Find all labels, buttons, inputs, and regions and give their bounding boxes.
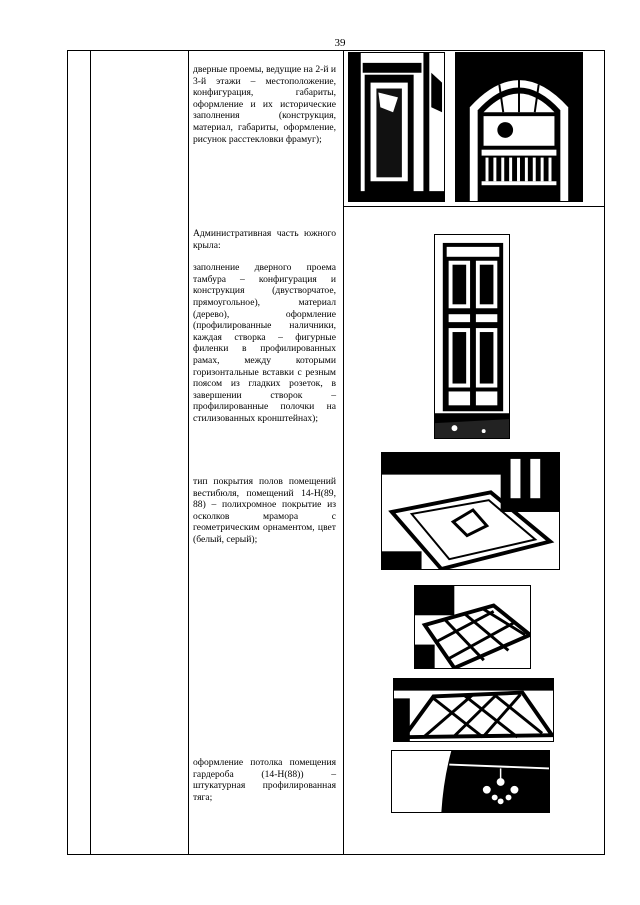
photo-double-wooden-door bbox=[434, 234, 510, 439]
column-divider bbox=[188, 51, 189, 854]
paragraph: заполнение дверного проема тамбура – конфигурация и конструкция (двустворчатое, прямоугольное), материал (дерево), оформление (профилированные наличники, каждая створка – фигурные филенки в профилированных рамах, между которыми горизонтальные вставки с резным поясом из гладких розеток, в завершении створок – профилированные полочки на стилизованных кронштейнах); bbox=[193, 262, 336, 424]
text-block-floor bbox=[193, 476, 336, 546]
text-block-ceiling bbox=[193, 757, 336, 803]
paragraph: оформление потолка помещения гардероба (14-Н(88)) – штукатурная профилированная тяга; bbox=[193, 757, 336, 803]
column-divider bbox=[343, 51, 344, 854]
paragraph: дверные проемы, ведущие на 2-й и 3-й этажи – местоположение, конфигурация, габариты, оформление и их исторические заполнения (конструкция, материал, габариты, оформление, рисунок расстекловки фрамуг); bbox=[193, 64, 336, 145]
paragraph: тип покрытия полов помещений вестибюля, помещений 14-Н(89, 88) – полихромное покрытие из осколков мрамора с геометрическим орнаментом, цвет (белый, серый); bbox=[193, 476, 336, 545]
paragraph: Административная часть южного крыла: bbox=[193, 228, 336, 251]
photo-arched-doorway bbox=[455, 52, 583, 202]
row-divider bbox=[343, 206, 604, 207]
photo-floor-lattice-wide bbox=[393, 678, 554, 742]
page-number: 39 bbox=[334, 37, 346, 49]
photo-ceiling-chandelier bbox=[391, 750, 550, 813]
photo-vestibule-floor bbox=[381, 452, 560, 570]
photo-doorway-interior bbox=[348, 52, 445, 202]
photo-floor-lattice bbox=[414, 585, 531, 669]
text-block-doorways bbox=[193, 64, 336, 145]
column-divider bbox=[90, 51, 91, 854]
text-block-admin-wing bbox=[193, 228, 336, 425]
